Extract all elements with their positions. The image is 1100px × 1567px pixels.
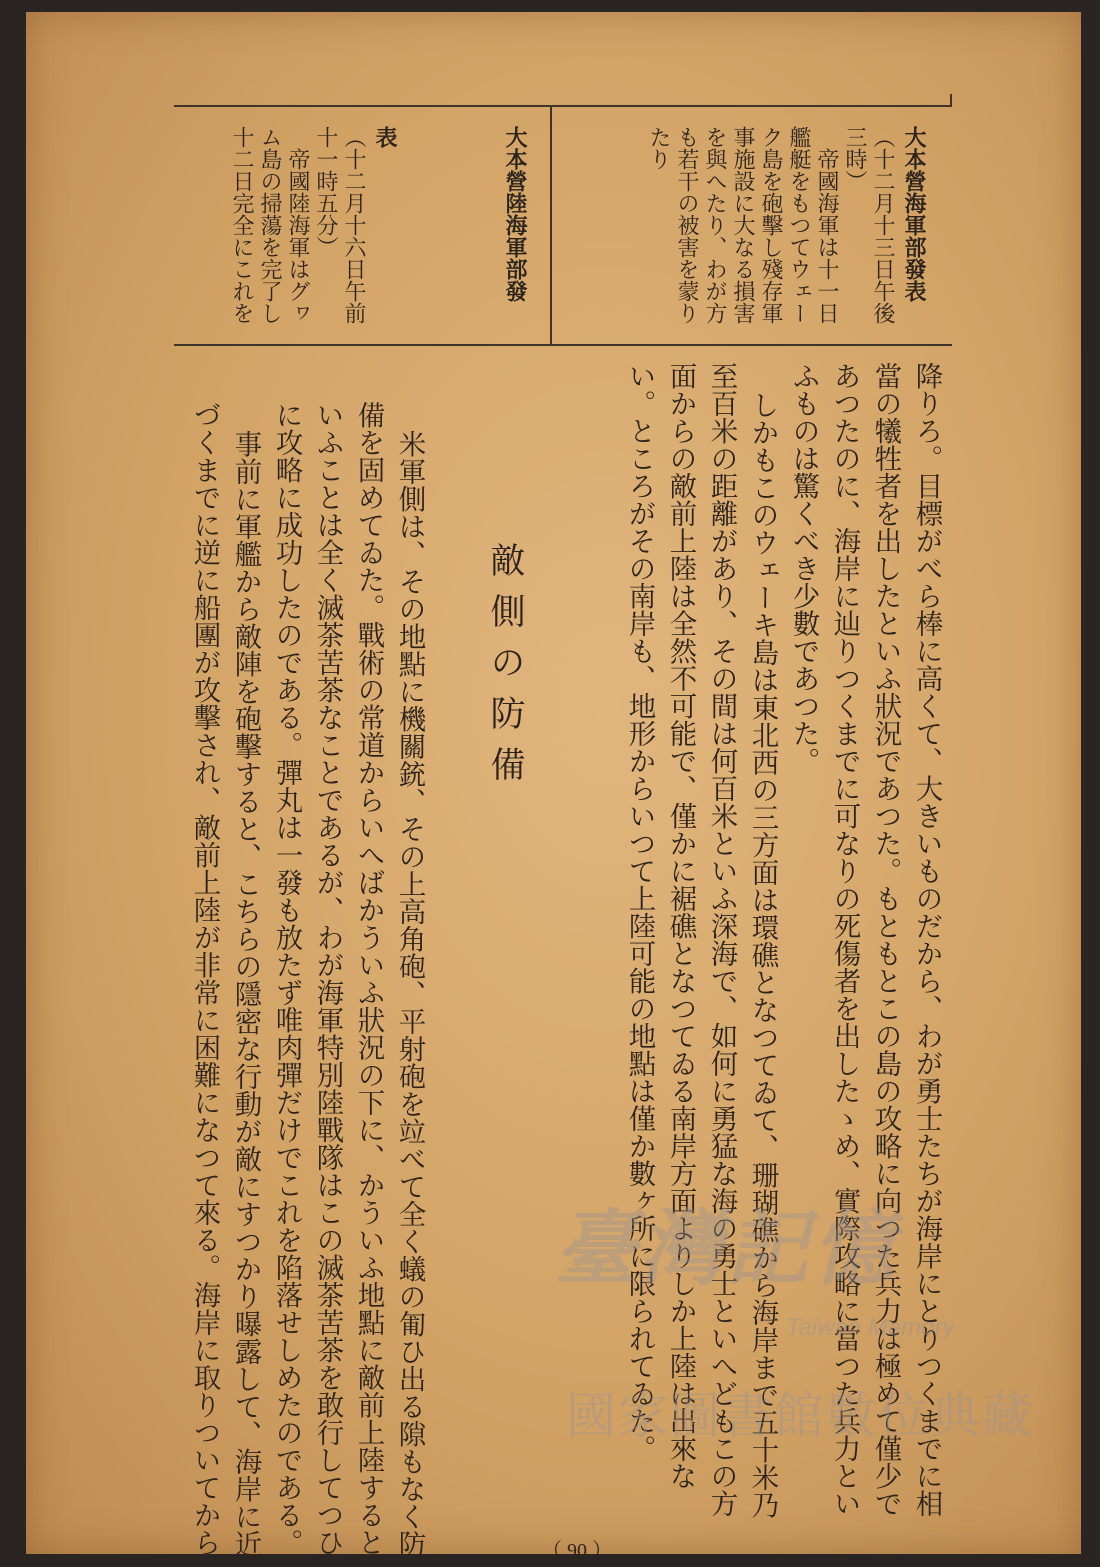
watermark-english: Taiwan Memory [786, 1314, 955, 1341]
announcement-1-line: 帝國海軍は十一日 [814, 148, 839, 324]
announcement-1-time: （十二月十三日午後 [870, 126, 895, 324]
announcement-1-line: 事施設に大なる損害 [730, 126, 755, 324]
body-column: 備を固めてゐた。戰術の常道からいへばかういふ狀況の下に、かういふ地點に敵前上陸すると [352, 401, 385, 1556]
body-column: 降りろ。目標がべら棒に高くて、大きいものだから、わが勇士たちが海岸にとりつくまでに相 [910, 362, 943, 1517]
book-page [26, 12, 1081, 1562]
announcement-1-line: 艦艇をもつてウェー [786, 126, 811, 324]
page-number: （ 90 ） [542, 1540, 612, 1562]
announcement-1-line: たり [646, 126, 671, 170]
announcement-2-line: 帝國陸海軍はグヮ [285, 148, 310, 324]
top-rule [174, 105, 952, 107]
announcement-2-line: 十二日完全にこれを [229, 126, 254, 324]
announcement-1-heading: 大本營海軍部發表 [901, 126, 927, 302]
announcement-2-heading-cont: 表 [372, 126, 398, 148]
body-column: あつたのに、海岸に辿りつくまでに可なりの死傷者を出したゝめ、實際攻略に當つた兵力とい [828, 362, 861, 1517]
body-column: 當の犧牲者を出したといふ狀況であつた。もともとこの島の攻略に向つた兵力は極めて僅少で [869, 362, 902, 1517]
body-column: しかもこのウェーキ島は東北西の三方面は環礁となつてゐて、珊瑚礁から海岸まで五十米乃 [746, 391, 779, 1519]
body-column: に攻略に成功したのである。彈丸は一發も放たず唯肉彈だけでこれを陷落せしめたのである。 [270, 401, 303, 1556]
box-divider [550, 105, 552, 345]
announcement-1-line: を與へたり、わが方 [702, 126, 727, 324]
announcement-2-time-cont: 十一時五分） [313, 126, 338, 258]
body-column: づくまでに逆に船團が攻擊され、敵前上陸が非常に困難になつて來る。海岸に取りついてから [188, 401, 221, 1556]
body-column: ふものは驚くべき少數であつた。 [787, 362, 820, 775]
top-rule-end-mark [950, 94, 952, 106]
watermark-logo: 臺灣記憶 [554, 1201, 898, 1297]
announcement-2-line: ム島の掃蕩を完了し [257, 126, 282, 324]
body-column: いふことは全く滅茶苦茶なことであるが、わが海軍特別陸戰隊はこの滅茶苦茶を敢行してつひ [311, 401, 344, 1556]
body-column: 至百米の距離があり、その間は何百米といふ深海で、如何に勇猛な海の勇士といへどもこの方 [705, 362, 738, 1517]
announcement-1-time-cont: 三時） [842, 126, 867, 192]
watermark-subtitle: 國家圖書館數位典藏 [566, 1387, 1034, 1445]
announcement-2-time: （十二月十六日午前 [341, 126, 366, 324]
body-column: 面からの敵前上陸は全然不可能で、僅かに裾礁となつてゐる南岸方面よりしか上陸は出來な [664, 362, 697, 1490]
announcement-1-line: ク島を砲擊し殘存軍 [758, 126, 783, 324]
body-column: 事前に軍艦から敵陣を砲擊すると、こちらの隱密な行動が敵にすつかり曝露して、海岸に近 [229, 430, 262, 1558]
announcement-2-heading: 大本營陸海軍部發 [502, 126, 528, 302]
body-column: 米軍側は、その地點に機關銃、その上高角砲、平射砲を竝べて全く蟻の匍ひ出る隙もなく防 [393, 430, 426, 1558]
section-title: 敵側の防備 [485, 542, 525, 797]
announcement-1-line: も若干の被害を蒙り [674, 126, 699, 324]
body-column: い。ところがその南岸も、地形からいつて上陸可能の地點は僅か數ヶ所に限られてゐた。 [623, 362, 656, 1462]
box-bottom-rule [174, 344, 952, 346]
